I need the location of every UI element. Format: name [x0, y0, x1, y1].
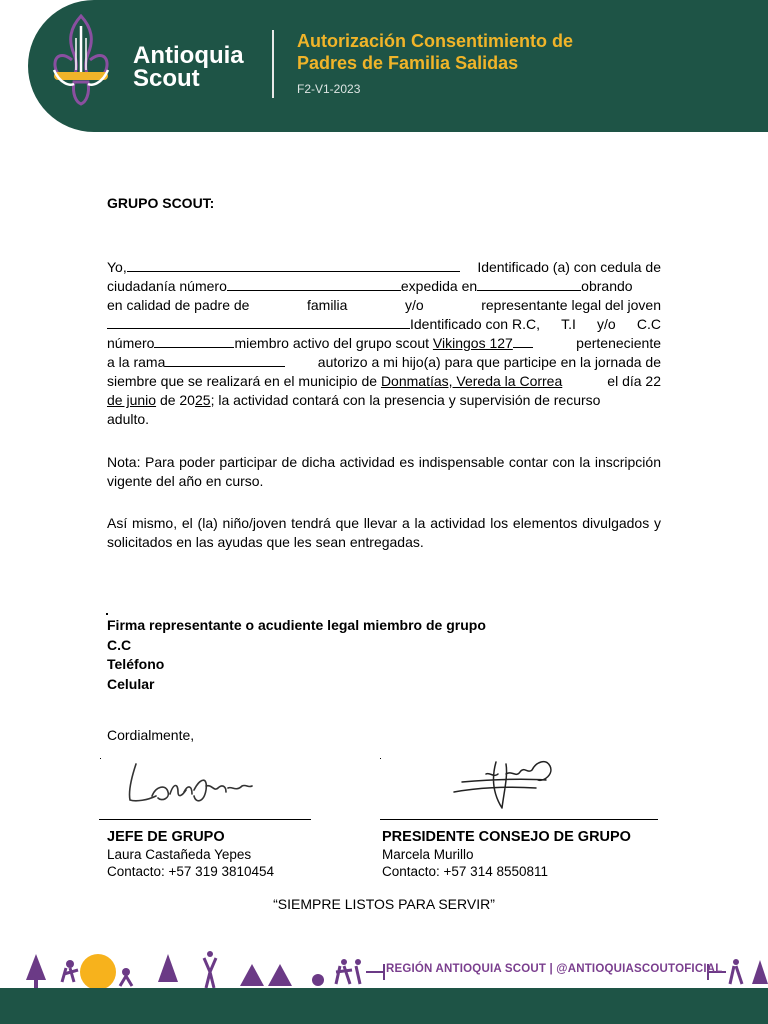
youth-name-blank[interactable] [107, 315, 410, 329]
footer-band [0, 988, 768, 1024]
text: C.C [636, 316, 661, 332]
person-icon [733, 959, 739, 965]
signature-image-right [446, 752, 566, 812]
tree-icon [158, 954, 178, 982]
signature-field-label: Firma representante o acudiente legal miembro de grupo [107, 617, 486, 633]
mark-dot [380, 758, 381, 759]
line-5 [107, 334, 661, 353]
authorization-paragraph [107, 258, 661, 429]
phone-field-label: Teléfono [107, 656, 165, 672]
signer-role: PRESIDENTE CONSEJO DE GRUPO [382, 829, 631, 845]
signer-contact: Contacto: +57 319 3810454 [107, 864, 275, 879]
text: en calidad de padre de [107, 297, 250, 313]
sun-icon [80, 954, 116, 990]
note-paragraph: Nota: Para poder participar de dicha actividad es indispensable contar con la inscripción vigente del año en curso. [107, 454, 661, 489]
person-icon [204, 958, 216, 988]
line-3 [107, 296, 661, 315]
text: y/o [597, 316, 616, 332]
brand-line-2: Scout [133, 65, 200, 92]
cc-field-label: C.C [107, 636, 132, 653]
text: obrando [581, 278, 633, 294]
header-divider [272, 30, 274, 98]
signer-left [107, 829, 274, 880]
location: Donmatías, Vereda la Correa [380, 373, 563, 389]
signer-role: JEFE DE GRUPO [107, 829, 225, 845]
youth-id-blank[interactable] [154, 334, 234, 348]
signer-name: Laura Castañeda Yepes [107, 847, 252, 862]
text: a la rama [107, 354, 166, 370]
text: ciudadanía número [107, 278, 227, 294]
issued-in-blank[interactable] [477, 277, 581, 291]
line-9: adulto. [107, 411, 150, 427]
text: expedida en [400, 278, 478, 294]
document-title-line-1: Autorización Consentimiento de [297, 31, 574, 51]
name-blank[interactable] [127, 258, 460, 272]
text: número [107, 335, 155, 351]
id-number-blank[interactable] [227, 277, 401, 291]
year-suffix: 25 [194, 392, 211, 408]
text: miembro activo del grupo scout [234, 335, 430, 351]
group-scout-label: GRUPO SCOUT: [107, 195, 215, 211]
line-4 [107, 315, 661, 334]
text: Identificado (a) con cedula de [477, 259, 661, 275]
group-name: Vikingos 127 [432, 335, 513, 351]
closing-text: Cordialmente, [107, 727, 195, 743]
text: autorizo a mi hijo(a) para que participe en la jornada de [317, 354, 661, 370]
group-blank [513, 334, 533, 348]
text: siembre que se realizará en el municipio de [107, 373, 378, 389]
mark-dot [100, 758, 101, 759]
line-8 [107, 391, 661, 410]
tent-icon [268, 964, 292, 986]
signature-line-left [99, 819, 311, 820]
document-code: F2-V1-2023 [297, 82, 361, 96]
footer-social-text: REGIÓN ANTIOQUIA SCOUT | @ANTIOQUIASCOUTOFICIAL [386, 963, 723, 975]
text: de 20 [159, 392, 195, 408]
document-title [297, 30, 627, 74]
motto: “SIEMPRE LISTOS PARA SERVIR” [273, 896, 495, 912]
requirements-paragraph: Así mismo, el (la) niño/joven tendrá que llevar a la actividad los elementos divulgados y solicitados en las ayudas que les sean entregadas. [107, 515, 661, 550]
tent-icon [240, 964, 264, 986]
brand-name [133, 44, 244, 90]
text: ; la actividad contará con la presencia y supervisión de recurso [210, 392, 601, 408]
line-7 [107, 372, 661, 391]
month: de junio [107, 392, 157, 408]
signature-line-right [380, 819, 658, 820]
text: representante legal del joven [481, 297, 661, 313]
mobile-field-label: Celular [107, 675, 155, 692]
text: el día 22 [607, 373, 661, 389]
signer-name: Marcela Murillo [382, 847, 474, 862]
person-icon [355, 959, 361, 965]
text: y/o [404, 297, 424, 313]
bush-icon [312, 974, 324, 986]
text: Identificado con R.C, [410, 316, 540, 332]
branch-blank[interactable] [165, 353, 285, 367]
text: perteneciente [576, 335, 661, 351]
document-title-line-2: Padres de Familia Salidas [297, 53, 519, 73]
brand-line-1: Antioquia [133, 42, 244, 69]
guardian-signature-fields [107, 616, 486, 694]
signature-image-left [122, 756, 262, 808]
signer-right [382, 829, 631, 880]
tree-icon [26, 954, 46, 980]
fleur-de-lis-logo [50, 14, 112, 106]
line-6 [107, 353, 661, 372]
text: Yo, [107, 259, 127, 275]
person-icon [341, 959, 347, 965]
text: familia [306, 297, 348, 313]
line-2 [107, 277, 661, 296]
person-icon [66, 960, 74, 968]
line-1 [107, 258, 661, 277]
tree-icon [752, 960, 768, 984]
text: T.I [561, 316, 576, 332]
signer-contact: Contacto: +57 314 8550811 [382, 864, 549, 879]
mark-dot [106, 613, 108, 615]
